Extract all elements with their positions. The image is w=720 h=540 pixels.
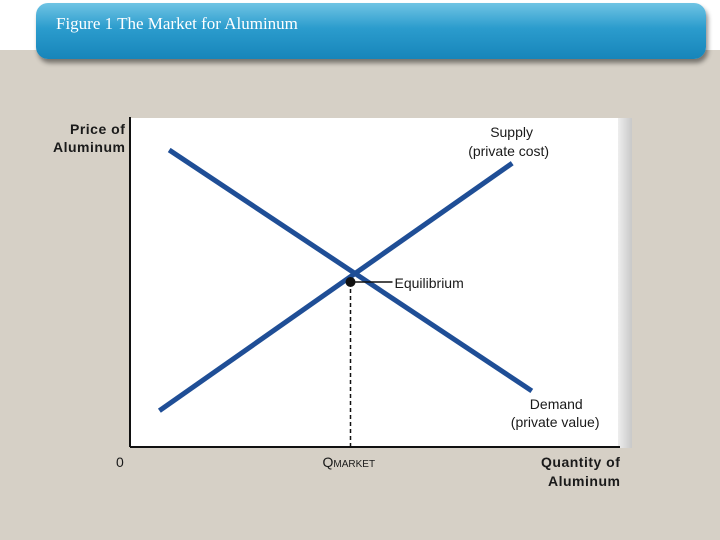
- equilibrium-label: Equilibrium: [394, 275, 464, 291]
- supply-label-line-2: (private cost): [468, 143, 550, 160]
- slide-title: Figure 1 The Market for Aluminum: [56, 14, 298, 33]
- x-tick-q-market: [323, 453, 376, 474]
- x-axis-label-line-1: Quantity of: [541, 454, 621, 470]
- equilibrium-point: [346, 277, 356, 287]
- x-tick-q-subscript: MARKET: [333, 459, 376, 470]
- y-axis-label-line-2: Aluminum: [53, 139, 126, 155]
- x-tick-q: Q: [322, 454, 334, 470]
- x-axis-label-line-2: Aluminum: [548, 473, 621, 489]
- origin-label: 0: [116, 454, 124, 470]
- y-axis-label-line-1: Price of: [70, 121, 126, 137]
- demand-label-line-2: (private value): [510, 413, 600, 430]
- demand-label-line-1: Demand: [529, 395, 583, 412]
- supply-label-line-1: Supply: [490, 124, 533, 141]
